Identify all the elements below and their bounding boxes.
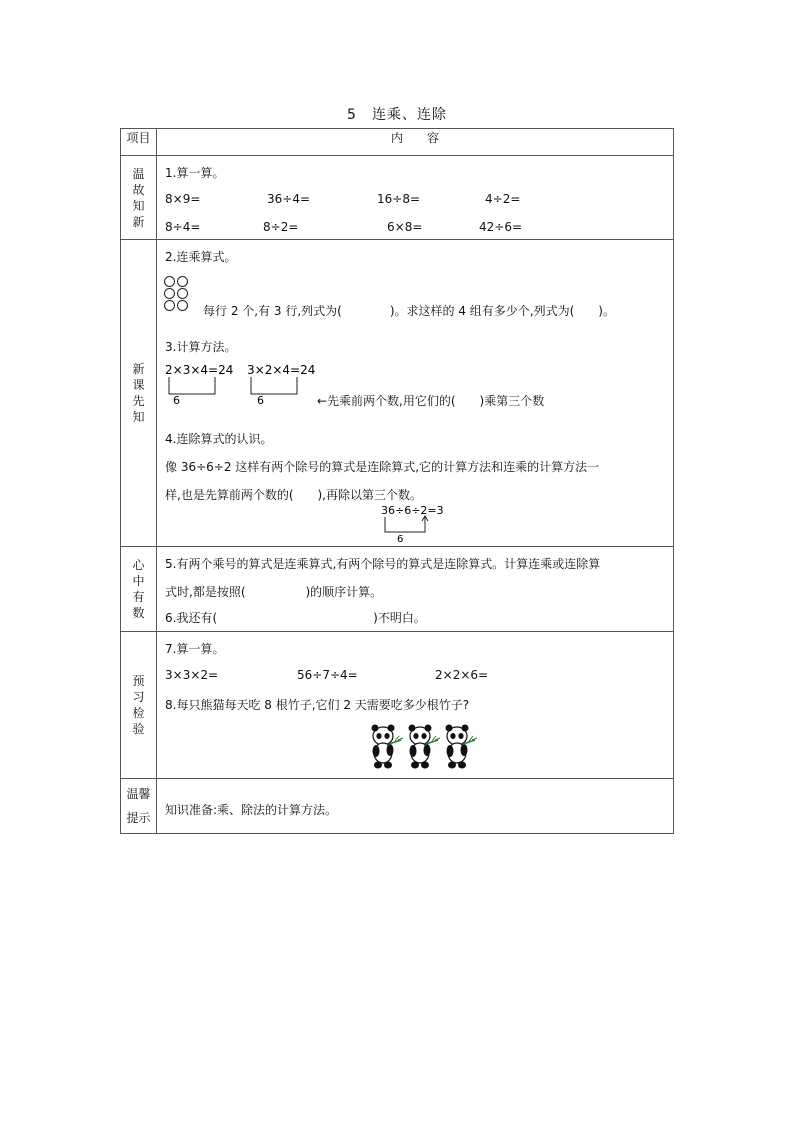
panda-icon (367, 722, 477, 772)
label-char: 习 (132, 690, 145, 704)
intermediate-1: 6 (173, 394, 180, 407)
label-char: 检 (132, 706, 145, 720)
intermediate-2: 6 (257, 394, 264, 407)
header-row (121, 129, 674, 156)
problem: 3×3×2= (165, 668, 219, 682)
section-preview (121, 240, 674, 547)
section-content-mind (157, 547, 674, 632)
section-label-review (121, 156, 157, 240)
question-8: 8.每只熊猫每天吃 8 根竹子,它们 2 天需要吃多少根竹子? (165, 698, 470, 712)
label-char: 中 (132, 574, 145, 588)
problem: 6×8= (387, 220, 423, 234)
question-1: 1.算一算。 (165, 166, 225, 180)
page-title: 5 连乘、连除 (347, 107, 447, 123)
section-content-preview (157, 240, 674, 547)
expression-1: 2×3×4=24 (165, 363, 234, 377)
multiply-steps-diagram (163, 360, 333, 408)
label-char: 提示 (126, 811, 151, 825)
problem: 4÷2= (485, 192, 521, 206)
question-4-line-1: 像 36÷6÷2 这样有两个除号的算式是连除算式,它的计算方法和连乘的计算方法一 (165, 460, 600, 474)
section-label-tips (121, 779, 157, 834)
section-content-check (157, 632, 674, 779)
divide-steps-diagram (379, 502, 469, 544)
question-3: 3.计算方法。 (165, 340, 237, 354)
question-6: 6.我还有( )不明白。 (165, 611, 426, 625)
label-char: 先 (132, 394, 145, 408)
tips-text: 知识准备:乘、除法的计算方法。 (165, 803, 338, 817)
problem: 2×2×6= (435, 668, 489, 682)
label-char: 知 (132, 198, 145, 213)
circle-dots-icon (163, 276, 189, 312)
problem: 16÷8= (377, 192, 421, 206)
section-check (121, 632, 674, 779)
problem: 42÷6= (479, 220, 523, 234)
intermediate-3: 6 (397, 534, 404, 544)
label-char: 课 (132, 378, 145, 392)
label-char: 新 (132, 214, 145, 229)
section-label-preview (121, 240, 157, 547)
label-char: 新 (132, 362, 145, 376)
question-5-line-2: 式时,都是按照( )的顺序计算。 (165, 585, 383, 599)
section-review (121, 156, 674, 240)
question-3-note: ←先乘前两个数,用它们的( )乘第三个数 (317, 394, 545, 408)
section-content-tips (157, 779, 674, 834)
expression-3: 36÷6÷2=3 (381, 504, 444, 517)
header-item: 项目 (121, 129, 157, 156)
header-content: 内 容 (157, 129, 674, 156)
section-tips (121, 779, 674, 834)
problem: 56÷7÷4= (297, 668, 358, 682)
problem: 8÷2= (263, 220, 299, 234)
question-4-line-2: 样,也是先算前两个数的( ),再除以第三个数。 (165, 488, 422, 502)
question-5-line-1: 5.有两个乘号的算式是连乘算式,有两个除号的算式是连除算式。计算连乘或连除算 (165, 557, 601, 571)
label-char: 预 (132, 674, 145, 688)
label-char: 故 (132, 182, 145, 197)
question-4: 4.连除算式的认识。 (165, 432, 273, 446)
label-char: 温馨 (126, 787, 151, 801)
label-char: 心 (132, 558, 145, 572)
expression-2: 3×2×4=24 (247, 363, 316, 377)
worksheet-table (120, 128, 674, 834)
label-char: 数 (132, 606, 145, 620)
question-2: 2.连乘算式。 (165, 250, 237, 264)
question-7: 7.算一算。 (165, 642, 225, 656)
section-label-check (121, 632, 157, 779)
section-label-mind (121, 547, 157, 632)
label-char: 知 (132, 410, 145, 424)
label-char: 验 (132, 722, 145, 736)
problem: 8÷4= (165, 220, 201, 234)
problem: 36÷4= (267, 192, 311, 206)
question-2-text: 每行 2 个,有 3 行,列式为( )。求这样的 4 组有多少个,列式为( )。 (203, 304, 615, 318)
section-content-review (157, 156, 674, 240)
label-char: 温 (132, 166, 145, 181)
section-mind (121, 547, 674, 632)
problem: 8×9= (165, 192, 201, 206)
label-char: 有 (132, 590, 145, 604)
